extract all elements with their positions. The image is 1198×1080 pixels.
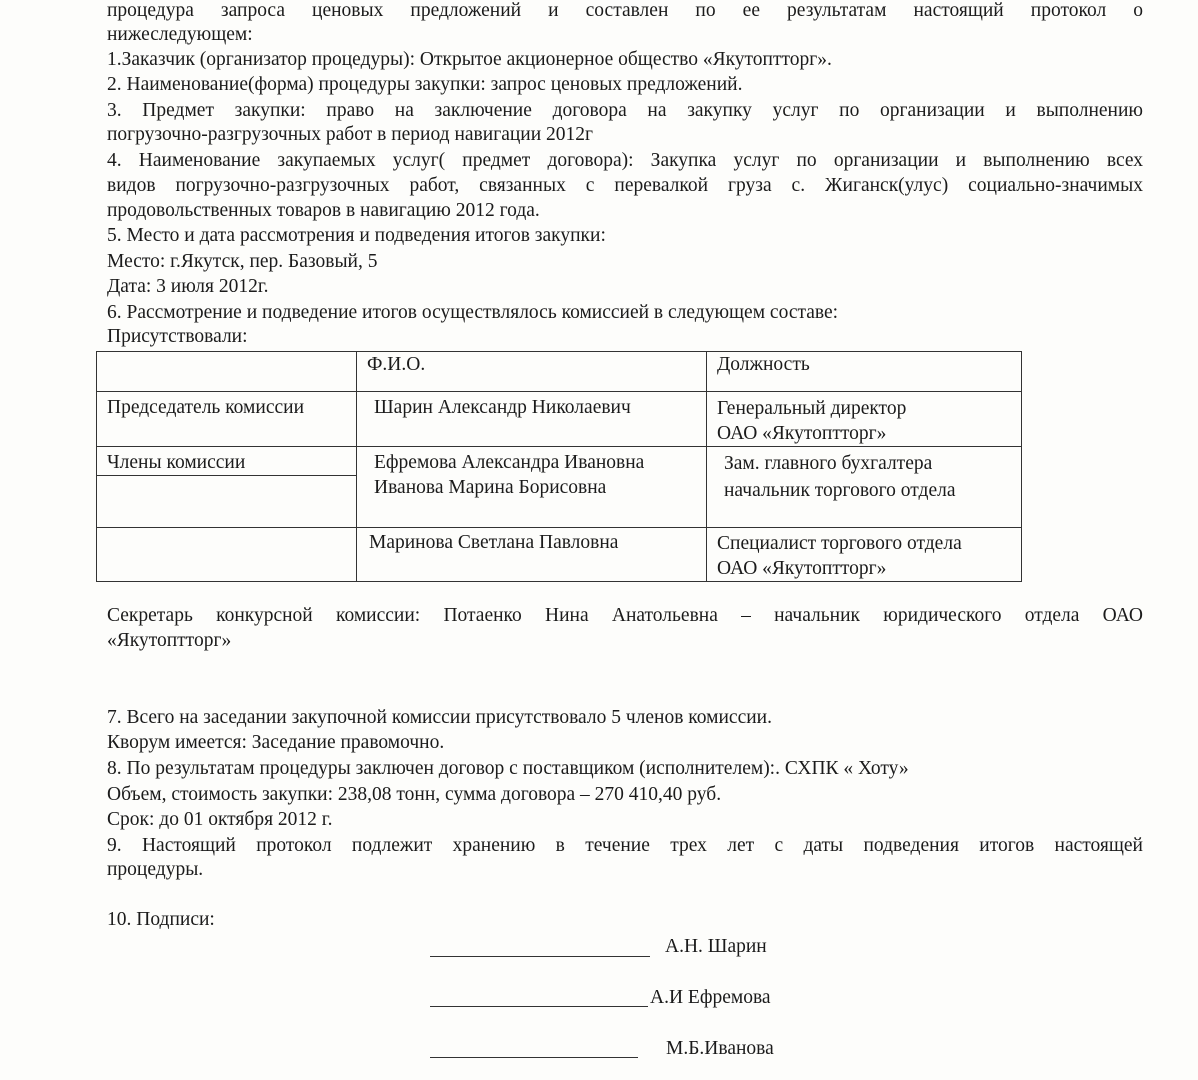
item-2: 2. Наименование(форма) процедуры закупки: запрос ценовых предложений. <box>107 74 743 95</box>
chair-position-line-2: ОАО «Якутоптторг» <box>717 423 887 444</box>
table-row <box>97 528 1022 582</box>
item-6: 6. Рассмотрение и подведение итогов осуществлялось комиссией в следующем составе: <box>107 302 839 323</box>
members-role-cell <box>97 447 357 528</box>
item-5: 5. Место и дата рассмотрения и подведения итогов закупки: <box>107 225 606 246</box>
member-3-position-line-2: ОАО «Якутоптторг» <box>717 558 887 579</box>
chair-role: Председатель комиссии <box>107 397 305 418</box>
item-9-line-2: процедуры. <box>107 859 204 880</box>
item-8: 8. По результатам процедуры заключен договор с поставщиком (исполнителем):. СХПК « Хоту» <box>107 758 909 779</box>
members-role-divider <box>97 475 356 476</box>
member-3-name: Маринова Светлана Павловна <box>369 532 619 553</box>
member-3-position-cell <box>707 528 1022 582</box>
member-3-position-line-1: Специалист торгового отдела <box>717 533 962 554</box>
chair-name: Шарин Александр Николаевич <box>374 397 631 418</box>
header-position: Должность <box>717 354 810 375</box>
header-empty-cell <box>97 352 357 392</box>
item-10-signatures-label: 10. Подписи: <box>107 909 215 930</box>
chair-role-cell <box>97 392 357 447</box>
signature-name-2: А.И Ефремова <box>650 987 771 1008</box>
members-names-cell <box>357 447 707 528</box>
purchase-volume: Объем, стоимость закупки: 238,08 тонн, сумма договора – 270 410,40 руб. <box>107 784 722 805</box>
term: Срок: до 01 октября 2012 г. <box>107 809 333 830</box>
item-4-line-1: 4. Наименование закупаемых услуг( предмет договора): Закупка услуг по организации и выполнению всех <box>107 150 1143 171</box>
quorum: Кворум имеется: Заседание правомочно. <box>107 732 445 753</box>
member-2-name: Иванова Марина Борисовна <box>374 477 607 498</box>
member-2-position: начальник торгового отдела <box>724 480 956 501</box>
chair-position-line-1: Генеральный директор <box>717 398 907 419</box>
item-9-line-1: 9. Настоящий протокол подлежит хранению в течение трех лет с даты подведения итогов настоящей <box>107 835 1143 856</box>
members-role: Члены комиссии <box>107 452 246 473</box>
intro-line-2: нижеследующем: <box>107 24 253 45</box>
commission-table <box>96 351 1022 582</box>
signature-line-1 <box>430 956 650 957</box>
intro-line-1: процедура запроса ценовых предложений и составлен по ее результатам настоящий протокол о <box>107 0 1143 21</box>
header-name-cell <box>357 352 707 392</box>
item-6-present-label: Присутствовали: <box>107 326 248 347</box>
member-1-position: Зам. главного бухгалтера <box>724 453 933 474</box>
table-row <box>97 447 1022 528</box>
member-1-name: Ефремова Александра Ивановна <box>374 452 645 473</box>
item-5-date: Дата: 3 июля 2012г. <box>107 276 269 297</box>
signature-line-2 <box>430 1006 648 1007</box>
chair-position-cell <box>707 392 1022 447</box>
member-3-role-cell <box>97 528 357 582</box>
item-7: 7. Всего на заседании закупочной комиссии присутствовало 5 членов комиссии. <box>107 707 772 728</box>
secretary-line-1: Секретарь конкурсной комиссии: Потаенко Нина Анатольевна – начальник юридического отдела ОАО <box>107 605 1143 626</box>
table-row <box>97 352 1022 392</box>
item-1: 1.Заказчик (организатор процедуры): Открытое акционерное общество «Якутоптторг». <box>107 49 832 70</box>
chair-name-cell <box>357 392 707 447</box>
secretary-line-2: «Якутоптторг» <box>107 630 232 651</box>
item-3-line-2: погрузочно-разгрузочных работ в период навигации 2012г <box>107 124 594 145</box>
header-position-cell <box>707 352 1022 392</box>
table-row <box>97 392 1022 447</box>
signature-name-1: А.Н. Шарин <box>665 936 767 957</box>
signature-line-3 <box>430 1057 638 1058</box>
item-4-line-3: продовольственных товаров в навигацию 2012 года. <box>107 200 540 221</box>
member-3-name-cell <box>357 528 707 582</box>
item-5-place: Место: г.Якутск, пер. Базовый, 5 <box>107 251 378 272</box>
header-name: Ф.И.О. <box>367 354 426 375</box>
members-positions-cell <box>707 447 1022 528</box>
signature-name-3: М.Б.Иванова <box>666 1038 774 1059</box>
item-3-line-1: 3. Предмет закупки: право на заключение договора на закупку услуг по организации и выполнению <box>107 100 1143 121</box>
item-4-line-2: видов погрузочно-разгрузочных работ, связанных с перевалкой груза с. Жиганск(улус) социально-значимых <box>107 175 1143 196</box>
